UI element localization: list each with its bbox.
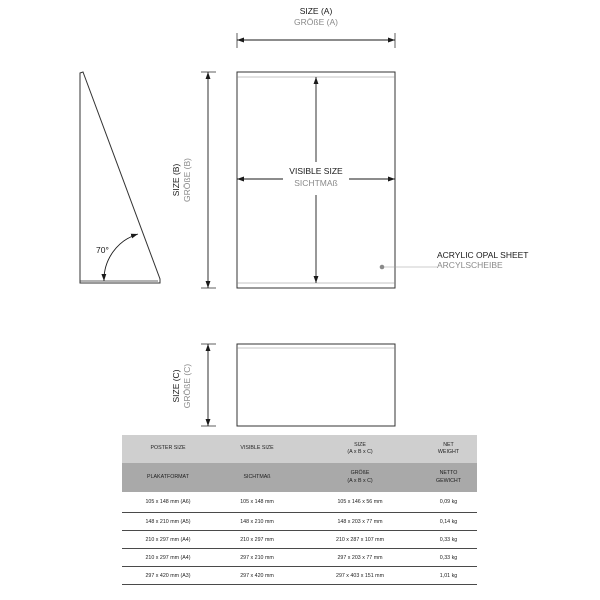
- cell-weight: 0,09 kg: [420, 492, 477, 513]
- header-sichtmass: SICHTMAß: [214, 463, 300, 492]
- visible-size-label: VISIBLE SIZE: [289, 166, 343, 176]
- top-panel: [237, 344, 395, 426]
- angle-arc: [104, 234, 138, 281]
- cell-weight: 1,01 kg: [420, 567, 477, 585]
- acrylic-label-de: ARCYLSCHEIBE: [437, 260, 503, 270]
- acrylic-label: ACRYLIC OPAL SHEET: [437, 250, 529, 260]
- header-groesse: GRÖßE (A x B x C): [300, 463, 420, 492]
- cell-poster-size: 297 x 420 mm (A3): [122, 567, 214, 585]
- cell-visible-size: 105 x 148 mm: [214, 492, 300, 513]
- cell-visible-size: 297 x 420 mm: [214, 567, 300, 585]
- side-view: [80, 72, 160, 283]
- cell-poster-size: 210 x 297 mm (A4): [122, 531, 214, 549]
- top-view: [171, 344, 395, 426]
- acrylic-callout-dot: [380, 265, 385, 270]
- size-c-label-de: GRÖßE (C): [182, 363, 192, 409]
- cell-poster-size: 148 x 210 mm (A5): [122, 513, 214, 531]
- header-netto-gewicht: NETTO GEWICHT: [420, 463, 477, 492]
- cell-poster-size: 105 x 148 mm (A6): [122, 492, 214, 513]
- cell-size: 210 x 287 x 107 mm: [300, 531, 420, 549]
- table-row: [122, 531, 477, 549]
- cell-visible-size: 148 x 210 mm: [214, 513, 300, 531]
- table-row: [122, 513, 477, 531]
- table-row: [122, 567, 477, 585]
- cell-size: 297 x 403 x 151 mm: [300, 567, 420, 585]
- cell-weight: 0,14 kg: [420, 513, 477, 531]
- size-b-label-de: GRÖßE (B): [182, 158, 192, 202]
- cell-size: 148 x 203 x 77 mm: [300, 513, 420, 531]
- specification-table: [122, 435, 477, 585]
- cell-weight: 0,33 kg: [420, 549, 477, 567]
- header-poster-size: POSTER SIZE: [122, 435, 214, 463]
- cell-size: 297 x 203 x 77 mm: [300, 549, 420, 567]
- cell-visible-size: 210 x 297 mm: [214, 531, 300, 549]
- stand-profile: [80, 72, 160, 283]
- visible-size-label-de: SICHTMAß: [294, 178, 338, 188]
- size-b-label: SIZE (B): [171, 163, 181, 197]
- header-size: SIZE (A x B x C): [300, 435, 420, 463]
- header-visible-size: VISIBLE SIZE: [214, 435, 300, 463]
- angle-label: 70°: [96, 245, 109, 255]
- cell-visible-size: 297 x 210 mm: [214, 549, 300, 567]
- table-row: [122, 549, 477, 567]
- table-header-de: [122, 463, 477, 492]
- cell-weight: 0,33 kg: [420, 531, 477, 549]
- size-a-label-de: GRÖßE (A): [294, 17, 338, 27]
- size-c-label: SIZE (C): [171, 369, 181, 403]
- front-view: [171, 6, 528, 288]
- header-net-weight: NET WEIGHT: [420, 435, 477, 463]
- size-a-label: SIZE (A): [299, 6, 333, 16]
- cell-poster-size: 210 x 297 mm (A4): [122, 549, 214, 567]
- table-row: [122, 492, 477, 513]
- header-plakatformat: PLAKATFORMAT: [122, 463, 214, 492]
- table-header-en: [122, 435, 477, 463]
- cell-size: 105 x 146 x 56 mm: [300, 492, 420, 513]
